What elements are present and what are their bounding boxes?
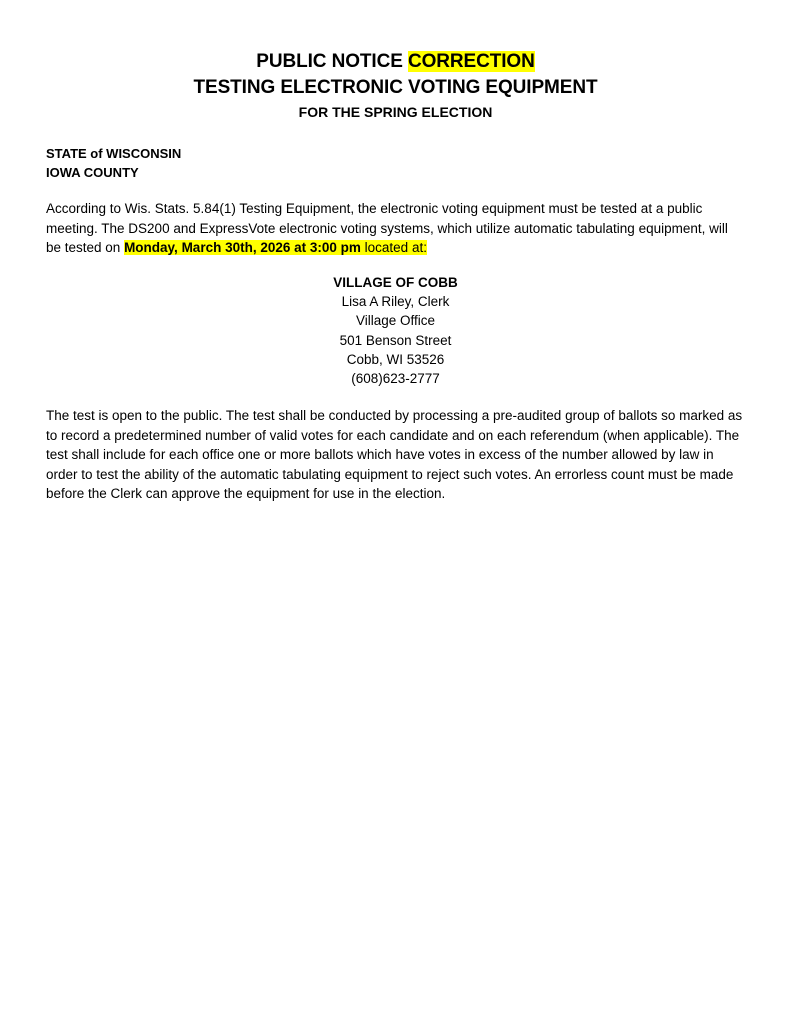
address-block	[0, 273, 791, 388]
notice-heading: TESTING ELECTRONIC VOTING EQUIPMENT	[193, 77, 598, 98]
county-label: IOWA COUNTY	[46, 165, 139, 180]
jurisdiction-block	[46, 144, 181, 182]
statute-paragraph	[46, 199, 746, 258]
notice-subheading: FOR THE SPRING ELECTION	[298, 104, 493, 120]
correction-highlight: CORRECTION	[407, 51, 535, 72]
notice-title	[0, 49, 791, 75]
state-label: STATE of WISCONSIN	[46, 146, 182, 161]
test-procedure-paragraph: The test is open to the public. The test shall be conducted by processing a pre-audited group of ballots so marked as to record a predetermined number of valid votes for each candidate and on each referendum (when applicable). The test shall include for each office one or more ballots which have votes in excess of the number allowed by law in order to test the ability of the automatic tabulating equipment to reject such votes. An errorless count must be made before the Clerk can approve the equipment for use in the election.	[46, 408, 743, 501]
title-prefix: PUBLIC NOTICE	[256, 51, 408, 72]
clerk-name: Lisa A Riley, Clerk	[341, 294, 450, 310]
statute-text: According to Wis. Stats. 5.84(1) Testing Equipment, the electronic voting equipment must be tested at a public meeting. The DS200 and ExpressVote electronic voting systems, which utilize automatic tabulating equipment, will be tested on	[46, 201, 728, 255]
phone-number: (608)623-2777	[351, 371, 440, 387]
city-state-zip: Cobb, WI 53526	[346, 351, 445, 367]
notice-title-block	[0, 49, 791, 122]
village-name: VILLAGE OF COBB	[333, 275, 458, 290]
office-name: Village Office	[355, 313, 436, 329]
test-date-time: Monday, March 30th, 2026 at 3:00 pm	[124, 240, 361, 255]
location-intro: located at:	[360, 240, 427, 255]
street-address: 501 Benson Street	[339, 332, 452, 348]
